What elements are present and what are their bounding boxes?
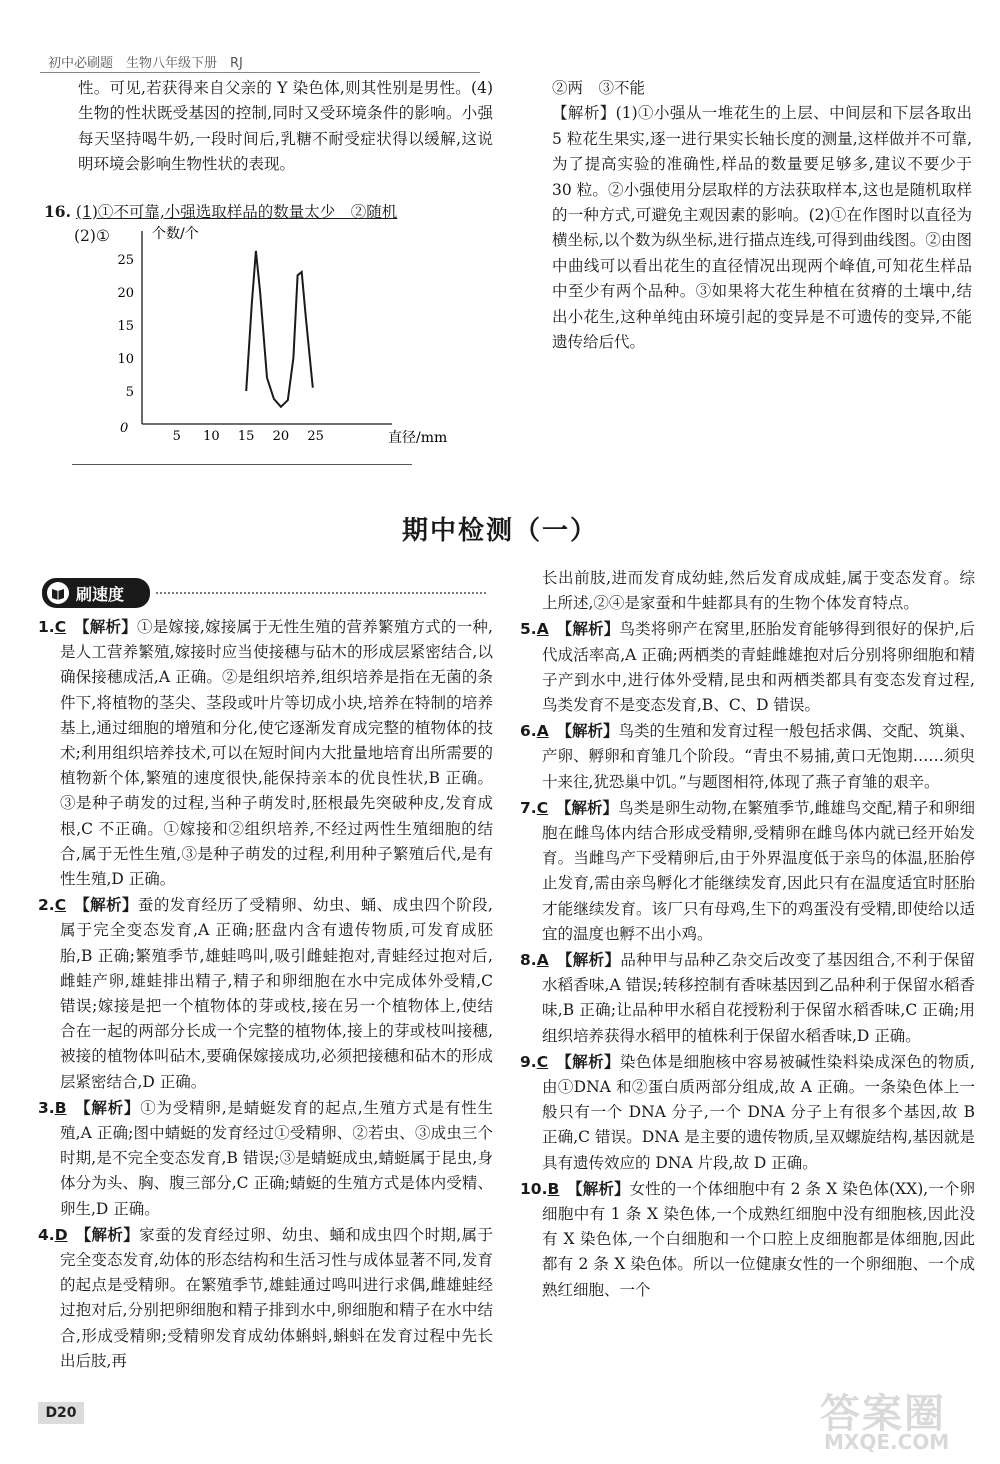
chart-x-tick-label: 5 [172,429,181,444]
header-text: 初中必刷题 生物八年级下册 RJ [48,56,243,71]
answer-item [38,1222,493,1374]
answer-number: 6. [520,722,537,741]
analysis-text: 鸟类是卵生动物,在繁殖季节,雌雄鸟交配,精子和卵细胞在雌鸟体内结合形成受精卵,受精卵在雌鸟体内就已经开始发育。当雌鸟产下受精卵后,由于外界温度低于亲鸟的体温,胚胎停止发育,需由亲鸟孵化才能继续发育,因此只有在温度适宜时胚胎才能继续发育。该厂只有母鸡,生下的鸡蛋没有受精,即使给以适宜的温度也孵不出小鸡。 [542,798,975,943]
answer-item [38,892,493,1095]
diameter-count-chart [72,224,448,464]
answer-option: B [547,1179,560,1198]
analysis-text: 鸟类的生殖和发育过程一般包括求偶、交配、筑巢、产卵、孵卵和育雏几个阶段。“青虫不易捕,黄口无饱期……须臾十来往,犹恐巢中饥。”与题图相符,体现了燕子育雏的艰辛。 [542,722,975,791]
question-16-answer-2-prefix: (2)① [74,227,110,245]
badge-label: 刷速度 [76,585,125,604]
top-left-paragraph: 性。可见,若获得来自父亲的 Y 染色体,则其性别是男性。(4)生物的性状既受基因的控制,同时又受环境条件的影响。小强每天坚持喝牛奶,一段时间后,乳糖不耐受症状得以缓解,这说明环境会影响生物性状的表现。 [78,79,493,174]
answer-option: C [54,896,67,915]
answer-option: D [54,1225,68,1244]
answer-number: 3. [38,1098,55,1117]
watermark-url: MXQE.COM [824,1430,950,1454]
analysis-tag: 【解析】 [555,797,619,817]
answer-number: 2. [38,896,55,915]
answer-4-continuation: 长出前肢,进而发育成幼蛙,然后发育成成蛙,属于变态发育。综上所述,②④是家蚕和牛蛙都具有的生物个体发育特点。 [542,569,975,613]
answer-number: 10. [520,1179,548,1198]
answer-item [38,1095,493,1222]
answer-item [520,1176,975,1303]
question-16-line1 [44,200,484,224]
answer-list-right [520,566,975,1303]
answer-option: C [536,798,549,817]
top-right-block [552,76,972,355]
chart-bottom-rule [72,464,412,465]
analysis-text: 鸟类将卵产在窝里,胚胎发育能够得到很好的保护,后代成活率高,A 正确;两栖类的青蛙雌雄抱对后分别将卵细胞和精子产到水中,进行体外受精,昆虫和两栖类都具有变态发育过程,鸟类发育不是变态发育,B、C、D 错误。 [542,620,975,715]
book-icon [46,581,70,605]
analysis-text: ①为受精卵,是蜻蜓发育的起点,生殖方式是有性生殖,A 正确;图中蜻蜓的发育经过①受精卵、②若虫、③成虫三个时期,是不完全变态发育,B 错误;③是蜻蜓成虫,蜻蜓属于昆虫,身体分为头、胸、腹三部分,C 正确;蜻蜓的生殖方式是体内受精、卵生,D 正确。 [60,1098,493,1218]
analysis-text: 品种甲与品种乙杂交后改变了基因组合,不利于保留水稻香味,A 错误;转移控制有香味基因到乙品种利于保留水稻香味,B 正确;让品种甲水稻自花授粉利于保留水稻香味,C 正确;用组织培养获得水稻甲的植株利于保留水稻香味,D 正确。 [542,951,975,1045]
chart-x-tick-label: 25 [307,429,324,444]
chart-y-tick-label: 10 [117,351,134,367]
analysis-tag: 【解析】 [556,950,621,970]
answer-item-body [520,616,975,718]
chart-y-tick-label: 25 [117,252,134,268]
answer-number: 7. [520,798,537,817]
analysis-tag: 【解析】 [73,895,138,915]
header-rule [40,72,480,73]
analysis-tag: 【解析】 [556,721,619,741]
answer-option: A [536,722,549,741]
answer-item [38,614,493,892]
chart-x-tick-label: 15 [237,429,255,444]
answer-number: 1. [38,618,55,636]
answer-item [520,947,975,1049]
watermark [820,1382,990,1452]
answer-item-body [520,1049,975,1176]
answer-number: 4. [38,1225,55,1244]
answer-number: 5. [520,620,537,639]
answer-item-body [520,1176,975,1303]
chart-x-tick-label: 10 [203,429,220,444]
speed-practice-badge [42,578,150,608]
question-16-number: 16. [44,202,71,221]
section-title: 期中检测（一） [401,516,598,546]
answer-option: C [536,1052,549,1071]
top-right-line1: ②两 ③不能 [552,79,646,97]
analysis-text: ①是嫁接,嫁接属于无性生殖的营养繁殖方式的一种,是人工营养繁殖,嫁接时应当使接穗与砧木的形成层紧密结合,以确保接穗成活,A 正确。②是组织培养,组织培养是指在无菌的条件下,将植物的茎尖、茎段或叶片等切成小块,培养在特制的培养基上,通过细胞的增殖和分化,使它逐渐发育成完整的植物体的技术;利用组织培养技术,可以在短时间内大批量地培育出所需要的植物新个体,繁殖的速度很快,能保持亲本的优良性状,B 正确。③是种子萌发的过程,当种子萌发时,胚根最先突破种皮,发育成根,C 不正确。①嫁接和②组织培养,不经过两性生殖细胞的结合,属于无性生殖,③是种子萌发的过程,利用种子繁殖后代,是有性生殖,D 正确。 [60,618,493,889]
page-number: D20 [38,1402,84,1424]
answer-item [520,1049,975,1176]
analysis-text: 女性的一个体细胞中有 2 条 X 染色体(XX),一个卵细胞中有 1 条 X 染色体,一个成熟红细胞中没有细胞核,因此没有 X 染色体,一个白细胞和一个口腔上皮细胞都是体细胞,因此都有 2 条 X 染色体。所以一位健康女性的一个卵细胞、一个成熟红细胞、一个 [542,1179,975,1299]
chart-x-tick-label: 20 [272,429,290,444]
answer-item [520,718,975,795]
answer-number: 8. [520,951,537,970]
chart-series-line [246,251,313,407]
analysis-text: 染色体是细胞核中容易被碱性染料染成深色的物质,由①DNA 和②蛋白质两部分组成,故 A 正确。一条染色体上一般只有一个 DNA 分子,一个 DNA 分子上有很多个基因,故 B 正确,C 错误。DNA 是主要的遗传物质,呈双螺旋结构,基因就是具有遗传效应的 DNA 片段,故 D 正确。 [542,1052,975,1172]
answer-item-body [520,718,975,795]
analysis-text: 家蚕的发育经过卵、幼虫、蛹和成虫四个时期,属于完全变态发育,幼体的形态结构和生活习性与成体显著不同,发育的起点是受精卵。在繁殖季节,雄蛙通过鸣叫进行求偶,雌雄蛙经过抱对后,分别把卵细胞和精子排到水中,卵细胞和精子在水中结合,形成受精卵;受精卵发育成幼体蝌蚪,蝌蚪在发育过程中先长出后肢,再 [60,1225,493,1370]
chart-y-tick-label: 15 [117,318,134,334]
answer-item-body [38,892,493,1095]
chart-xlabel: 直径/mm [388,430,448,446]
answer-item [520,616,975,718]
answer-item-body [38,1222,493,1374]
analysis-tag: 【解析】 [567,1178,630,1198]
chart-y-tick-label: 5 [125,384,134,400]
answer-list-left [38,614,493,1374]
answer-item [520,795,975,947]
watermark-text: 答案圈 [820,1391,946,1437]
answer-item-body [38,1095,493,1222]
analysis-tag: 【解析】 [556,619,620,639]
analysis-tag: 【解析】 [75,1224,140,1244]
answer-option: A [536,620,549,639]
answer-number: 9. [520,1052,537,1071]
running-header [40,50,480,74]
answer-item-body [38,614,493,892]
answer-option: C [54,618,67,636]
chart-ylabel: 个数/个 [152,226,199,242]
analysis-tag: 【解析】 [73,617,137,636]
chart-y-tick-label: 20 [117,285,134,301]
answer-option: B [54,1098,67,1117]
badge-dotted-rule [156,592,486,594]
question-16-answer-1: (1)①不可靠,小强选取样品的数量太少 ②随机 [75,203,398,221]
chart-axes [142,231,392,424]
answer-option: A [536,951,549,970]
answer-item-body [520,947,975,1049]
answer-item-body [520,795,975,947]
analysis-tag: 【解析】 [555,1051,620,1071]
analysis-text: 蚕的发育经历了受精卵、幼虫、蛹、成虫四个阶段,属于完全变态发育,A 正确;胚盘内含有遗传物质,可发育成胚胎,B 正确;繁殖季节,雄蛙鸣叫,吸引雌蛙抱对,青蛙经过抱对后,雌蛙产卵,雄蛙排出精子,精子和卵细胞在水中完成体外受精,C 错误;嫁接是把一个植物体的芽或枝,接在另一个植物体上,使结合在一起的两部分长成一个完整的植物体,接上的芽或枝叫接穗,被接的植物体叫砧木,要确保嫁接成功,必须把接穗和砧木的形成层紧密结合,D 正确。 [60,896,493,1091]
top-left-paragraph-block [78,76,493,178]
top-right-paragraph: 【解析】(1)①小强从一堆花生的上层、中间层和下层各取出 5 粒花生果实,逐一进行果实长轴长度的测量,这样做并不可靠,为了提高实验的准确性,样品的数量要足够多,建议不要少于 30 粒。②小强使用分层取样的方法获取样本,这也是随机取样的一种方式,可避免主观因素的影响。(2)①在作图时以直径为横坐标,以个数为纵坐标,进行描点连线,可得到曲线图。②由图中曲线可以看出花生的直径情况出现两个峰值,可知花生样品中至少有两个品种。③如果将大花生种植在贫瘠的土壤中,结出小花生,这种单纯由环境引起的变异是不可遗传的变异,不能遗传给后代。 [552,104,972,352]
analysis-tag: 【解析】 [74,1097,141,1117]
chart-svg [72,224,448,464]
chart-origin-label: 0 [120,421,129,436]
